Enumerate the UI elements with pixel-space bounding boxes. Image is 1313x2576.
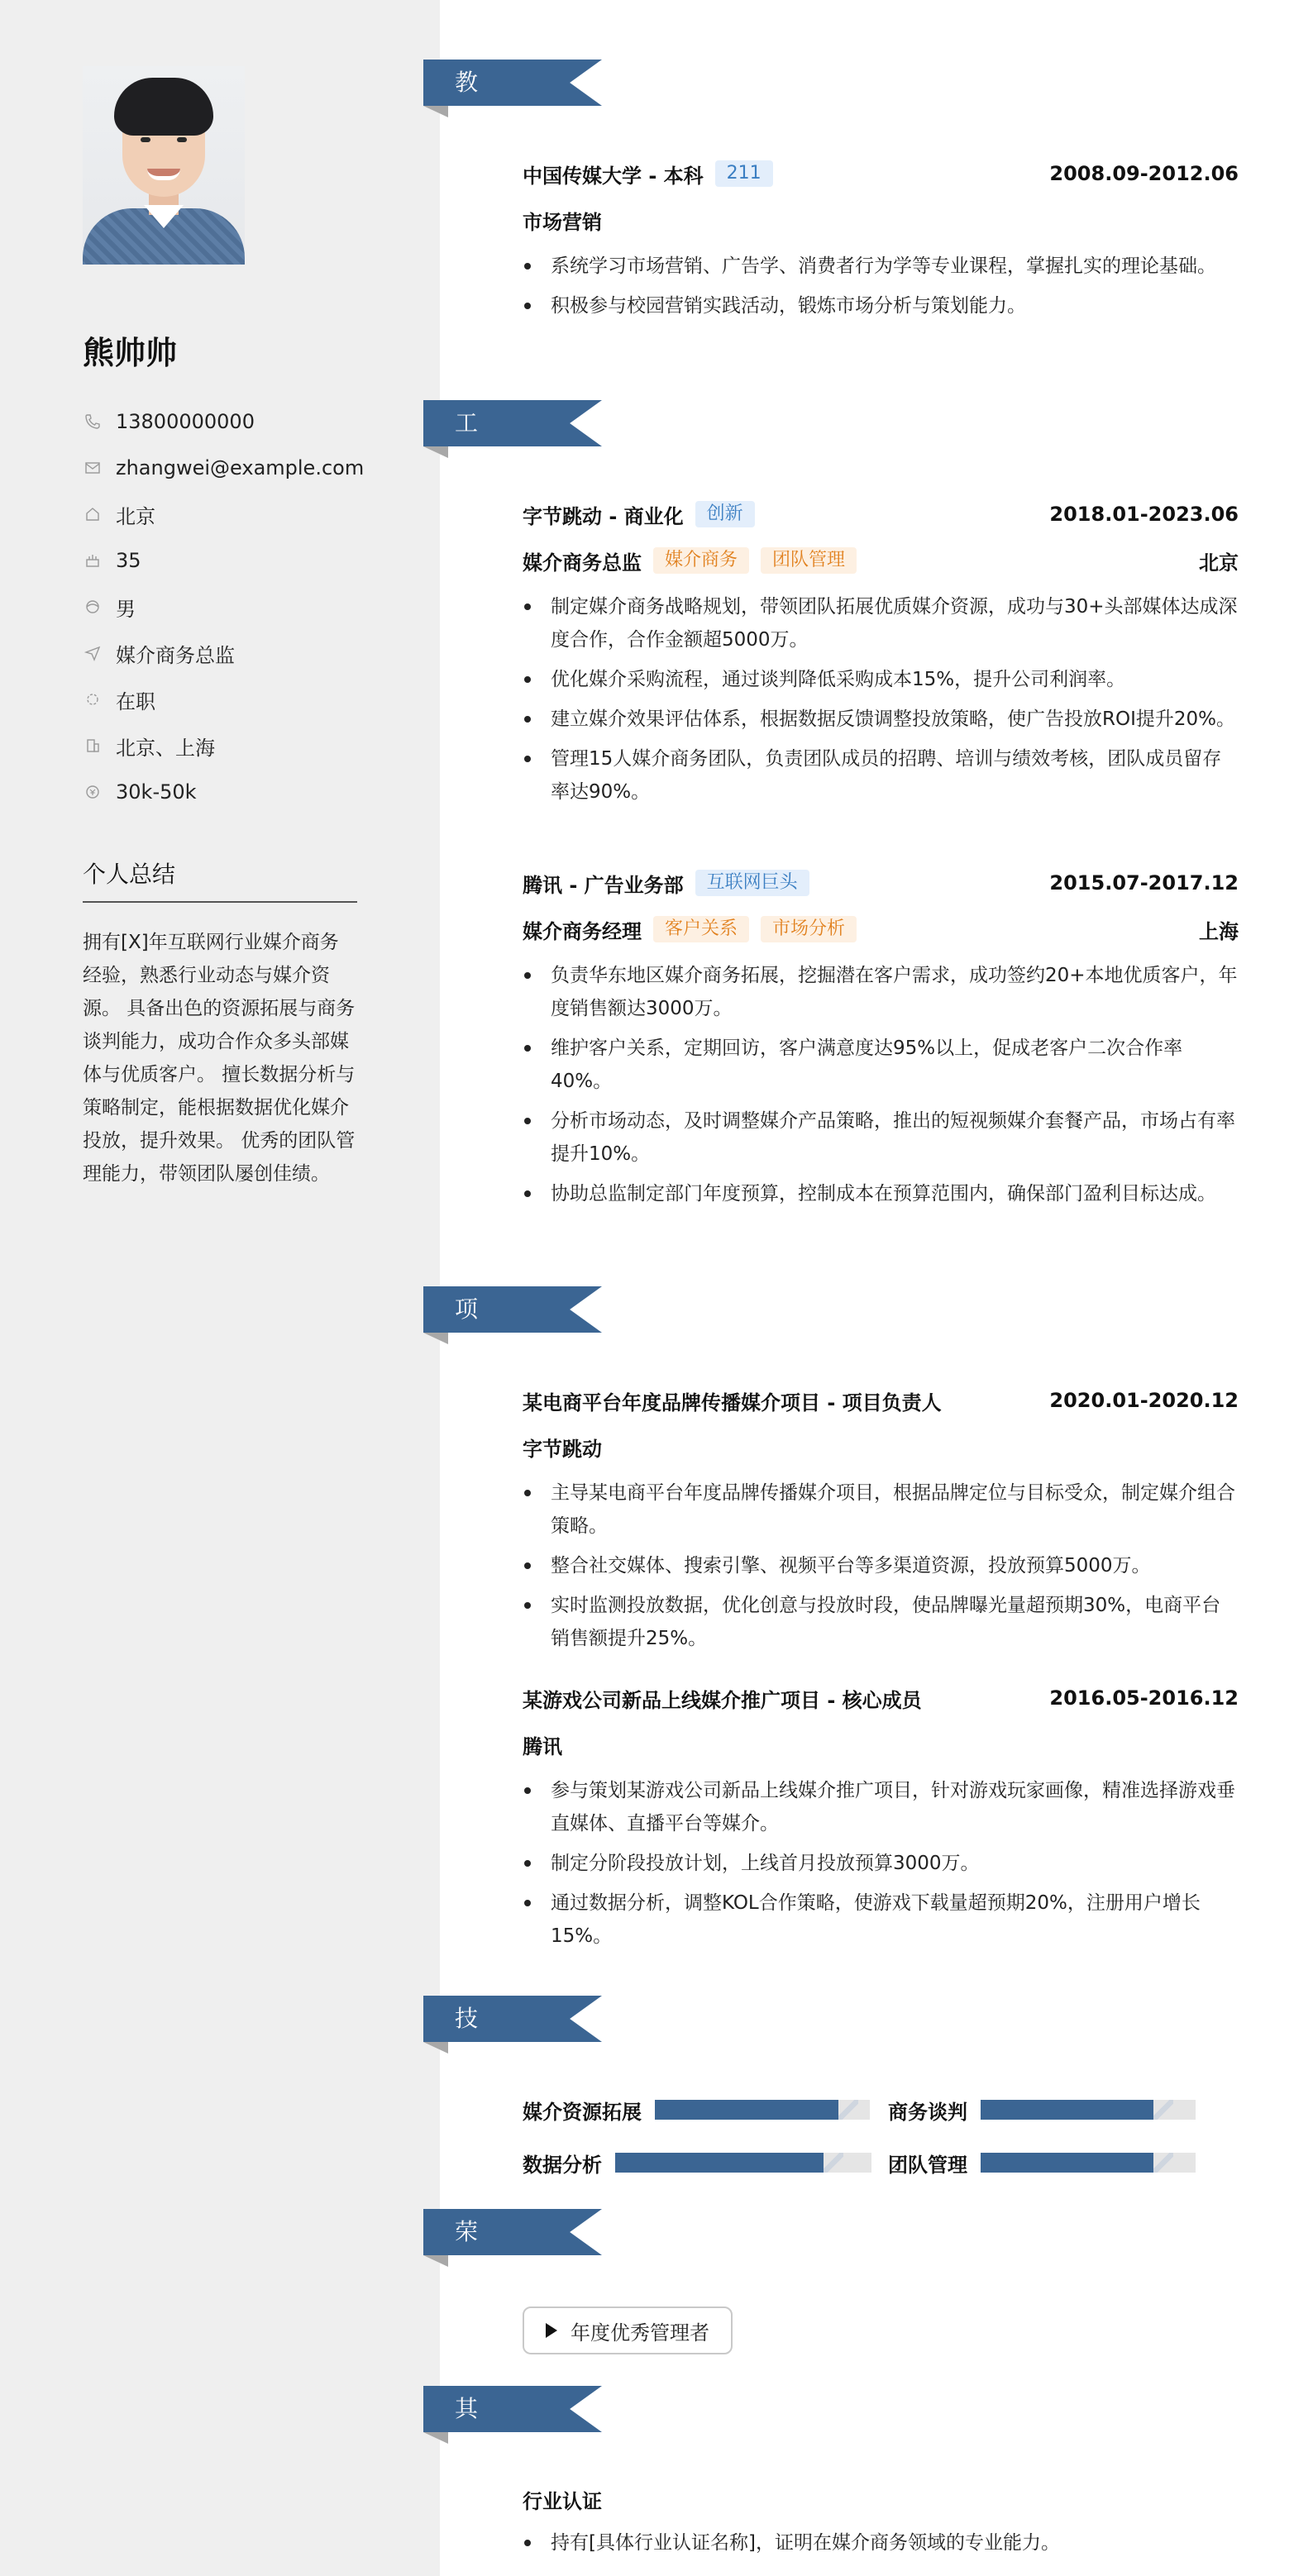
gender-text: 男	[116, 597, 136, 621]
work-role-row-1	[523, 913, 1239, 946]
skill-item	[888, 2146, 1196, 2179]
skill-bar	[655, 2100, 870, 2120]
project-bullets-1	[523, 1774, 1239, 1959]
section-title: 工作经历	[455, 409, 479, 575]
city-text: 北京	[116, 504, 155, 528]
summary-divider	[83, 901, 357, 903]
company-tag: 创新	[695, 501, 755, 527]
company-name: 字节跳动 - 商业化	[523, 504, 684, 528]
profile-name: 熊帅帅	[83, 335, 178, 371]
list-item: 协助总监制定部门年度预算，控制成本在预算范围内，确保部门盈利目标达成。	[523, 1177, 1239, 1210]
list-item: 整合社交媒体、搜索引擎、视频平台等多渠道资源，投放预算5000万。	[523, 1549, 1239, 1582]
list-item: 建立媒介效果评估体系，根据数据反馈调整投放策略，使广告投放ROI提升20%。	[523, 703, 1239, 736]
cake-icon	[83, 551, 103, 570]
list-item: 制定媒介商务战略规划，带领团队拓展优质媒介资源，成功与30+头部媒体达成深度合作，合作金额超5000万。	[523, 590, 1239, 656]
education-header	[523, 157, 1239, 190]
project-header-0	[523, 1384, 1239, 1417]
work-date: 2018.01-2023.06	[1049, 503, 1239, 526]
info-phone	[83, 405, 255, 438]
list-item: 系统学习市场营销、广告学、消费者行为学等专业课程，掌握扎实的理论基础。	[523, 250, 1239, 283]
list-item: 管理15人媒介商务团队，负责团队成员的招聘、培训与绩效考核，团队成员留存率达90%。	[523, 742, 1239, 809]
list-item: 实时监测投放数据，优化创意与投放时段，使品牌曝光量超预期30%，电商平台销售额提升25%。	[523, 1589, 1239, 1655]
project-date: 2016.05-2016.12	[1049, 1686, 1239, 1710]
gender-icon	[83, 597, 103, 617]
list-item: 分析市场动态，及时调整媒介产品策略，推出的短视频媒介套餐产品，市场占有率提升10%。	[523, 1104, 1239, 1171]
list-item: 优化媒介采购流程，通过谈判降低采购成本15%，提升公司利润率。	[523, 663, 1239, 696]
education-major-row	[523, 203, 1239, 236]
list-item: 负责华东地区媒介商务拓展，挖掘潜在客户需求，成功签约20+本地优质客户，年度销售额达3000万。	[523, 959, 1239, 1025]
work-location: 北京	[1199, 551, 1239, 575]
position-text: 媒介商务总监	[116, 643, 235, 667]
company-name: 腾讯 - 广告业务部	[523, 873, 684, 897]
project-org: 字节跳动	[523, 1437, 602, 1461]
other-title: 行业认证	[523, 2490, 602, 2513]
salary-text: 30k-50k	[116, 780, 197, 804]
other-bullets	[523, 2526, 1239, 2566]
section-title: 荣誉奖项	[455, 2218, 479, 2384]
role-name: 媒介商务总监	[523, 551, 642, 575]
avatar	[83, 66, 245, 265]
major: 市场营销	[523, 210, 602, 234]
skill-item	[888, 2093, 1196, 2126]
info-status	[83, 683, 155, 716]
info-email	[83, 451, 364, 484]
play-icon	[546, 2323, 557, 2338]
project-title: 某游戏公司新品上线媒介推广项目 - 核心成员	[523, 1688, 922, 1712]
education-date: 2008.09-2012.06	[1049, 162, 1239, 185]
section-title: 项目经历	[455, 1295, 479, 1462]
email-text[interactable]: zhangwei@example.com	[116, 456, 365, 479]
role-name: 媒介商务经理	[523, 919, 642, 943]
phone-text: 13800000000	[116, 410, 255, 433]
project-org-row-0	[523, 1430, 1239, 1463]
skill-item	[523, 2146, 871, 2179]
sidebar	[0, 0, 440, 2576]
section-title: 技能专长	[455, 2005, 479, 2171]
age-text: 35	[116, 549, 141, 572]
phone-icon	[83, 412, 103, 432]
list-item: 制定分阶段投放计划，上线首月投放预算3000万。	[523, 1847, 1239, 1880]
work-bullets-1	[523, 959, 1239, 1217]
skill-bar	[981, 2153, 1196, 2173]
education-bullets	[523, 250, 1239, 329]
list-item: 持有[具体行业认证名称]，证明在媒介商务领域的专业能力。	[523, 2526, 1239, 2559]
list-item: 参与策划某游戏公司新品上线媒介推广项目，针对游戏玩家画像，精准选择游戏垂直媒体、直播平台等媒介。	[523, 1774, 1239, 1840]
honor-text: 年度优秀管理者	[571, 2321, 709, 2345]
home-icon	[83, 504, 103, 524]
project-header-1	[523, 1682, 1239, 1715]
info-position	[83, 637, 235, 670]
work-bullets-0	[523, 590, 1239, 815]
money-icon	[83, 782, 103, 802]
info-target-city	[83, 729, 215, 762]
role-tag: 团队管理	[761, 547, 857, 574]
section-title: 教育经历	[455, 69, 479, 235]
summary-title: 个人总结	[83, 861, 176, 888]
role-tag: 客户关系	[653, 916, 749, 942]
status-text: 在职	[116, 689, 155, 713]
list-item: 积极参与校园营销实践活动，锻炼市场分析与策划能力。	[523, 289, 1239, 322]
skill-item	[523, 2093, 870, 2126]
project-org: 腾讯	[523, 1734, 562, 1758]
skill-name: 数据分析	[523, 2153, 602, 2177]
work-header-1	[523, 866, 1239, 899]
list-item: 主导某电商平台年度品牌传播媒介项目，根据品牌定位与目标受众，制定媒介组合策略。	[523, 1476, 1239, 1543]
info-gender	[83, 590, 136, 623]
list-item: 维护客户关系，定期回访，客户满意度达95%以上，促成老客户二次合作率40%。	[523, 1032, 1239, 1098]
work-location: 上海	[1199, 919, 1239, 943]
status-icon	[83, 689, 103, 709]
building-icon	[83, 736, 103, 756]
honor-badge	[523, 2306, 733, 2354]
skill-bar	[981, 2100, 1196, 2120]
summary-text: 拥有[X]年互联网行业媒介商务经验，熟悉行业动态与媒介资源。 具备出色的资源拓展与商务谈判能力，成功合作众多头部媒体与优质客户。 擅长数据分析与策略制定，能根据数据优化媒介投放，提升效果。 优秀的团队管理能力，带领团队屡创佳绩。	[83, 932, 356, 1185]
skill-bar	[615, 2153, 871, 2173]
project-org-row-1	[523, 1728, 1239, 1761]
company-tag: 互联网巨头	[695, 870, 809, 896]
skill-name: 商务谈判	[888, 2100, 967, 2124]
project-date: 2020.01-2020.12	[1049, 1389, 1239, 1412]
target-city-text: 北京、上海	[116, 736, 215, 760]
work-date: 2015.07-2017.12	[1049, 871, 1239, 894]
work-header-0	[523, 498, 1239, 531]
skill-name: 媒介资源拓展	[523, 2100, 642, 2124]
work-role-row-0	[523, 544, 1239, 577]
list-item: 通过数据分析，调整KOL合作策略，使游戏下载量超预期20%，注册用户增长15%。	[523, 1887, 1239, 1953]
project-title: 某电商平台年度品牌传播媒介项目 - 项目负责人	[523, 1391, 942, 1414]
role-tag: 媒介商务	[653, 547, 749, 574]
school-tag: 211	[715, 160, 773, 187]
mail-icon	[83, 458, 103, 478]
skill-name: 团队管理	[888, 2153, 967, 2177]
info-age	[83, 544, 141, 577]
info-salary	[83, 775, 197, 809]
role-tag: 市场分析	[761, 916, 857, 942]
project-bullets-0	[523, 1476, 1239, 1662]
section-title: 其他信息	[455, 2395, 479, 2561]
school-name: 中国传媒大学 - 本科	[523, 164, 704, 188]
info-city	[83, 498, 155, 531]
send-icon	[83, 643, 103, 663]
